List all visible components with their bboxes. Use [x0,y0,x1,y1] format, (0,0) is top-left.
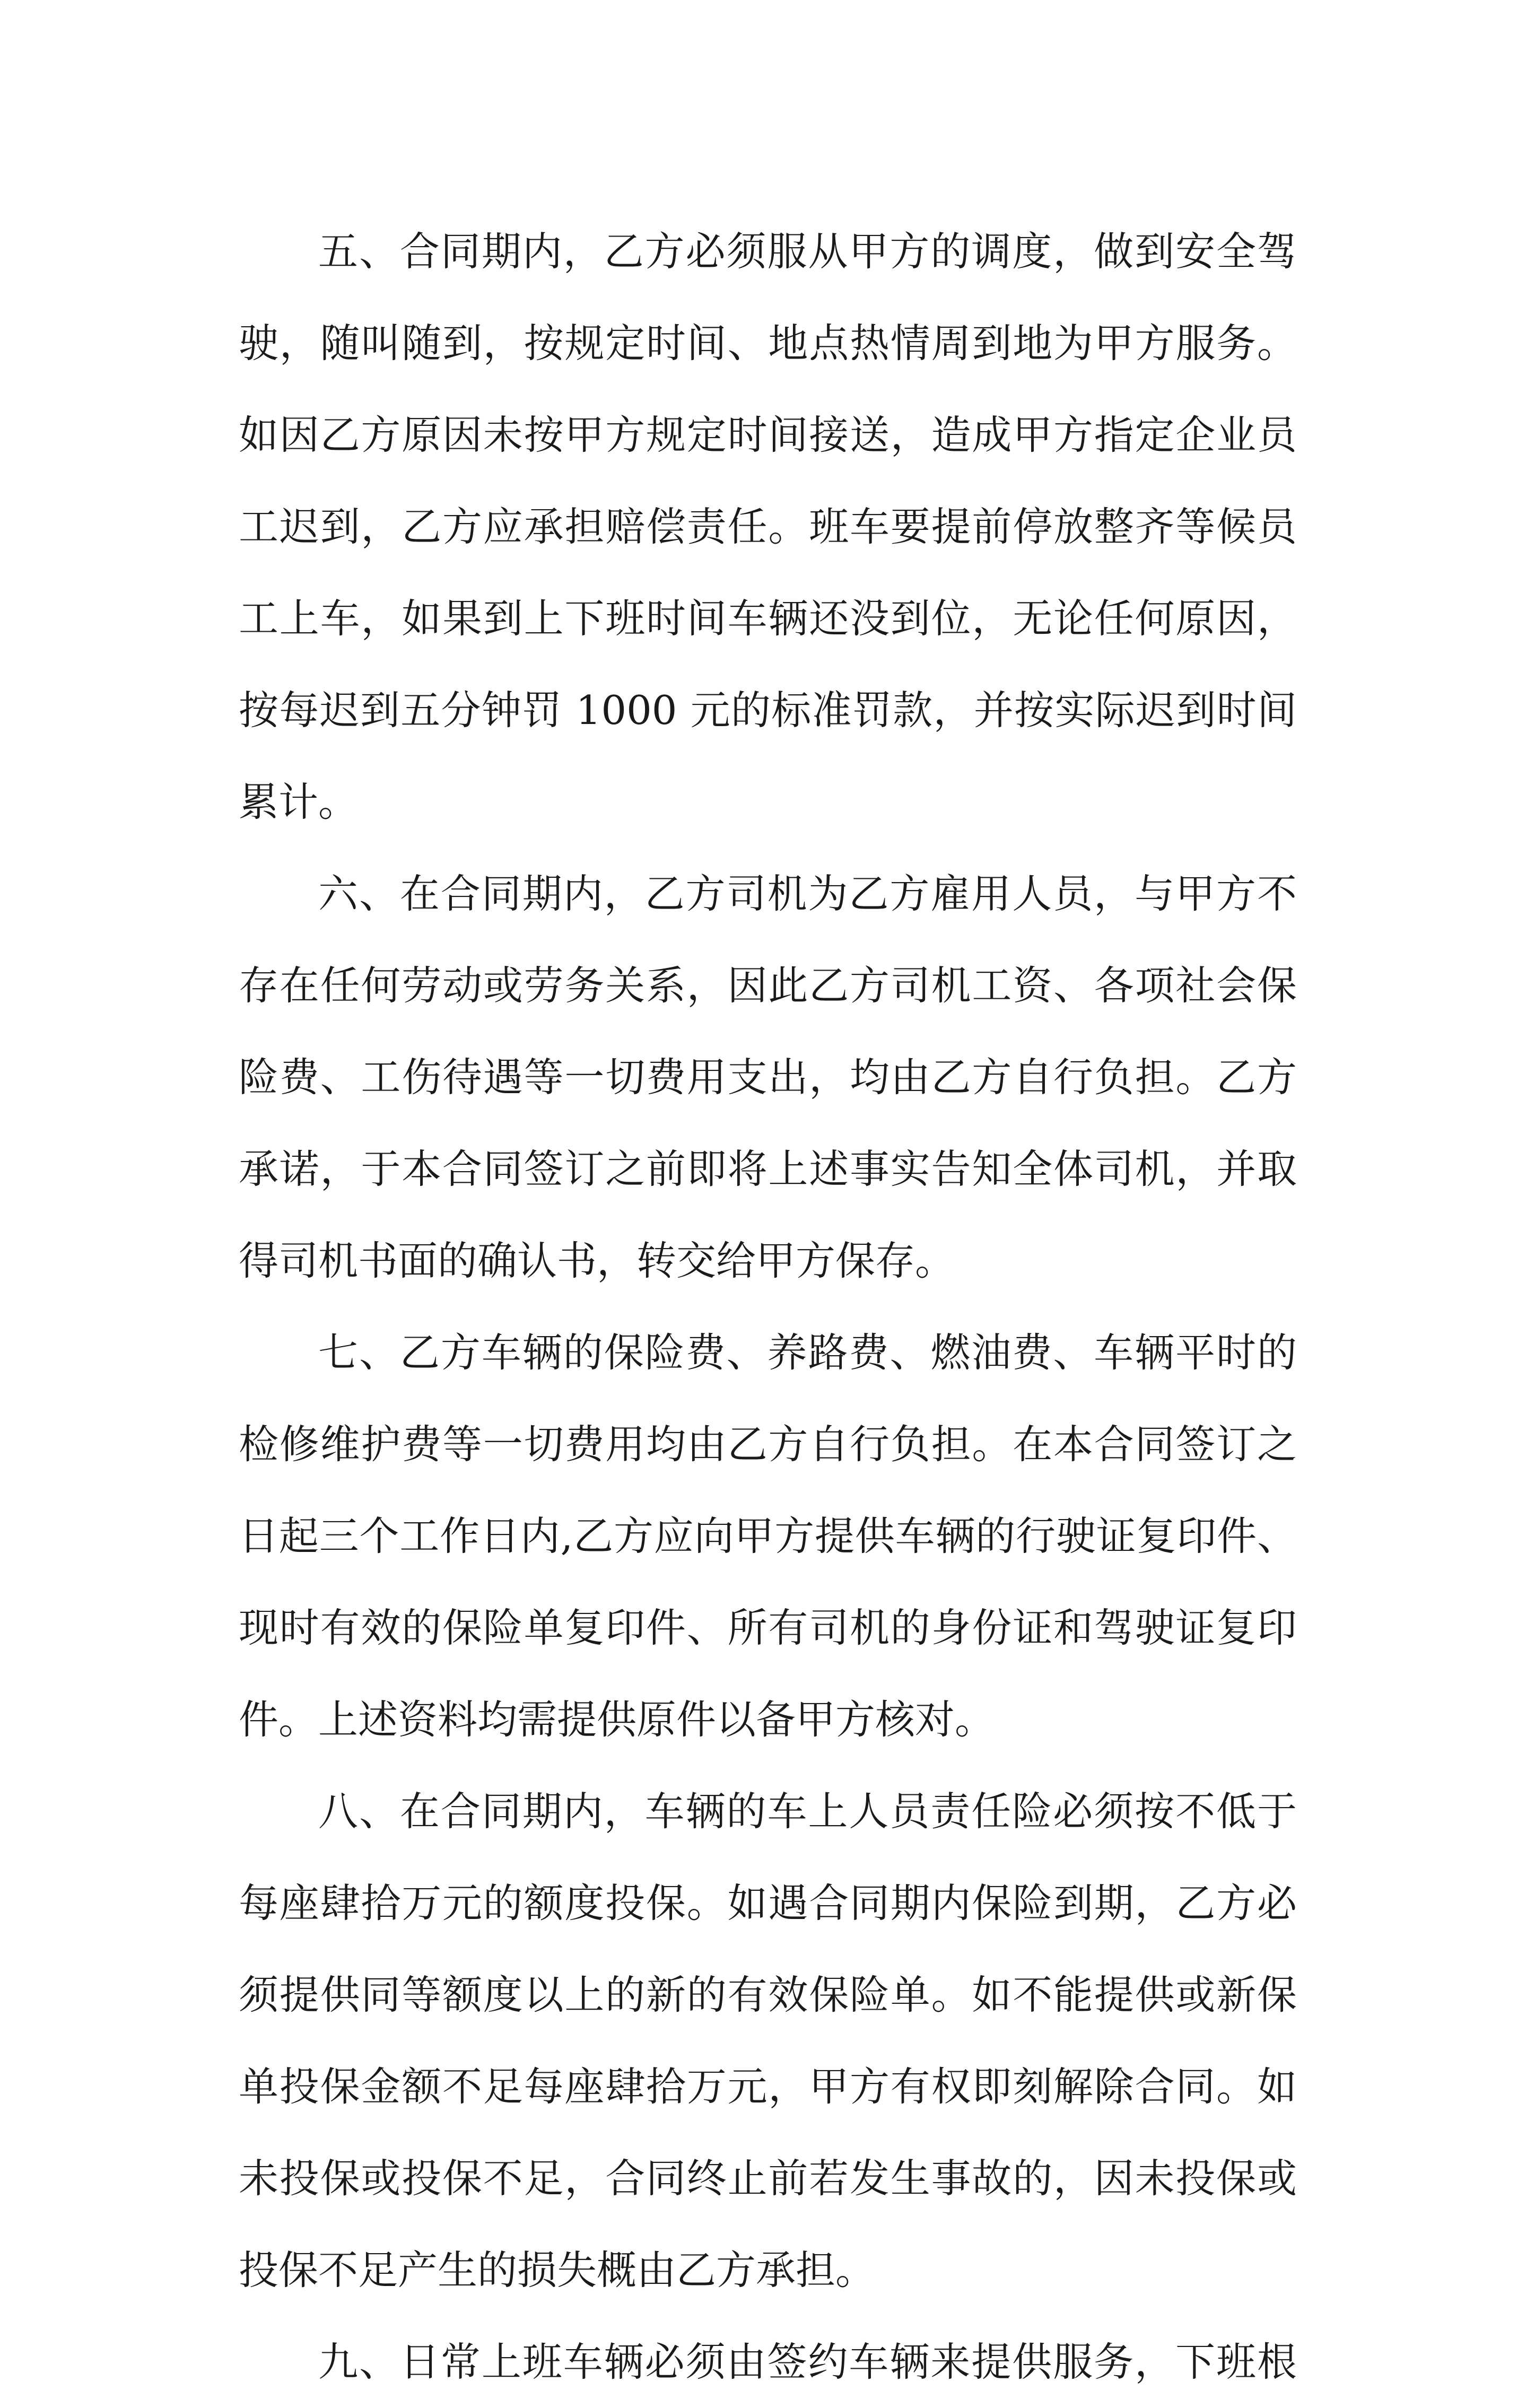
text-line: 未投保或投保不足，合同终止前若发生事故的，因未投保或 [239,2155,1297,2202]
clause-7-paragraph [239,1307,1297,1766]
text-line: 七、乙方车辆的保险费、养路费、燃油费、车辆平时的 [318,1329,1297,1376]
clause-5-paragraph [239,206,1297,848]
text-line: 得司机书面的确认书，转交给甲方保存。 [239,1237,955,1284]
text-line: 按每迟到五分钟罚 1000 元的标准罚款，并按实际迟到时间 [239,687,1297,734]
text-line: 存在任何劳动或劳务关系，因此乙方司机工资、各项社会保 [239,962,1297,1009]
clause-9-paragraph [239,2316,1297,2408]
text-line: 承诺，于本合同签订之前即将上述事实告知全体司机，并取 [239,1146,1297,1192]
clause-8-paragraph [239,1766,1297,2316]
text-line: 单投保金额不足每座肆拾万元，甲方有权即刻解除合同。如 [239,2063,1297,2110]
text-line: 六、在合同期内，乙方司机为乙方雇用人员，与甲方不 [318,870,1297,917]
text-line: 驶，随叫随到，按规定时间、地点热情周到地为甲方服务。 [239,320,1297,367]
text-line: 如因乙方原因未按甲方规定时间接送，造成甲方指定企业员 [239,412,1297,458]
text-line: 八、在合同期内，车辆的车上人员责任险必须按不低于 [318,1788,1297,1835]
text-line: 五、合同期内，乙方必须服从甲方的调度，做到安全驾 [318,228,1297,275]
text-line: 检修维护费等一切费用均由乙方自行负担。在本合同签订之 [239,1421,1297,1468]
clause-6-paragraph [239,848,1297,1307]
document-page [239,206,1297,2408]
text-line: 工迟到，乙方应承担赔偿责任。班车要提前停放整齐等候员 [239,503,1297,550]
text-line: 工上车，如果到上下班时间车辆还没到位，无论任何原因， [239,595,1297,642]
text-line: 险费、工伤待遇等一切费用支出，均由乙方自行负担。乙方 [239,1054,1297,1101]
text-line: 累计。 [239,779,359,825]
text-line: 须提供同等额度以上的新的有效保险单。如不能提供或新保 [239,1971,1297,2018]
text-line: 投保不足产生的损失概由乙方承担。 [239,2247,876,2293]
text-line: 每座肆拾万元的额度投保。如遇合同期内保险到期，乙方必 [239,1880,1297,1926]
text-line: 件。上述资料均需提供原件以备甲方核对。 [239,1696,995,1743]
text-line: 日起三个工作日内,乙方应向甲方提供车辆的行驶证复印件、 [239,1513,1297,1559]
text-line: 九、日常上班车辆必须由签约车辆来提供服务，下班根 [318,2339,1297,2385]
text-line: 现时有效的保险单复印件、所有司机的身份证和驾驶证复印 [239,1604,1297,1651]
